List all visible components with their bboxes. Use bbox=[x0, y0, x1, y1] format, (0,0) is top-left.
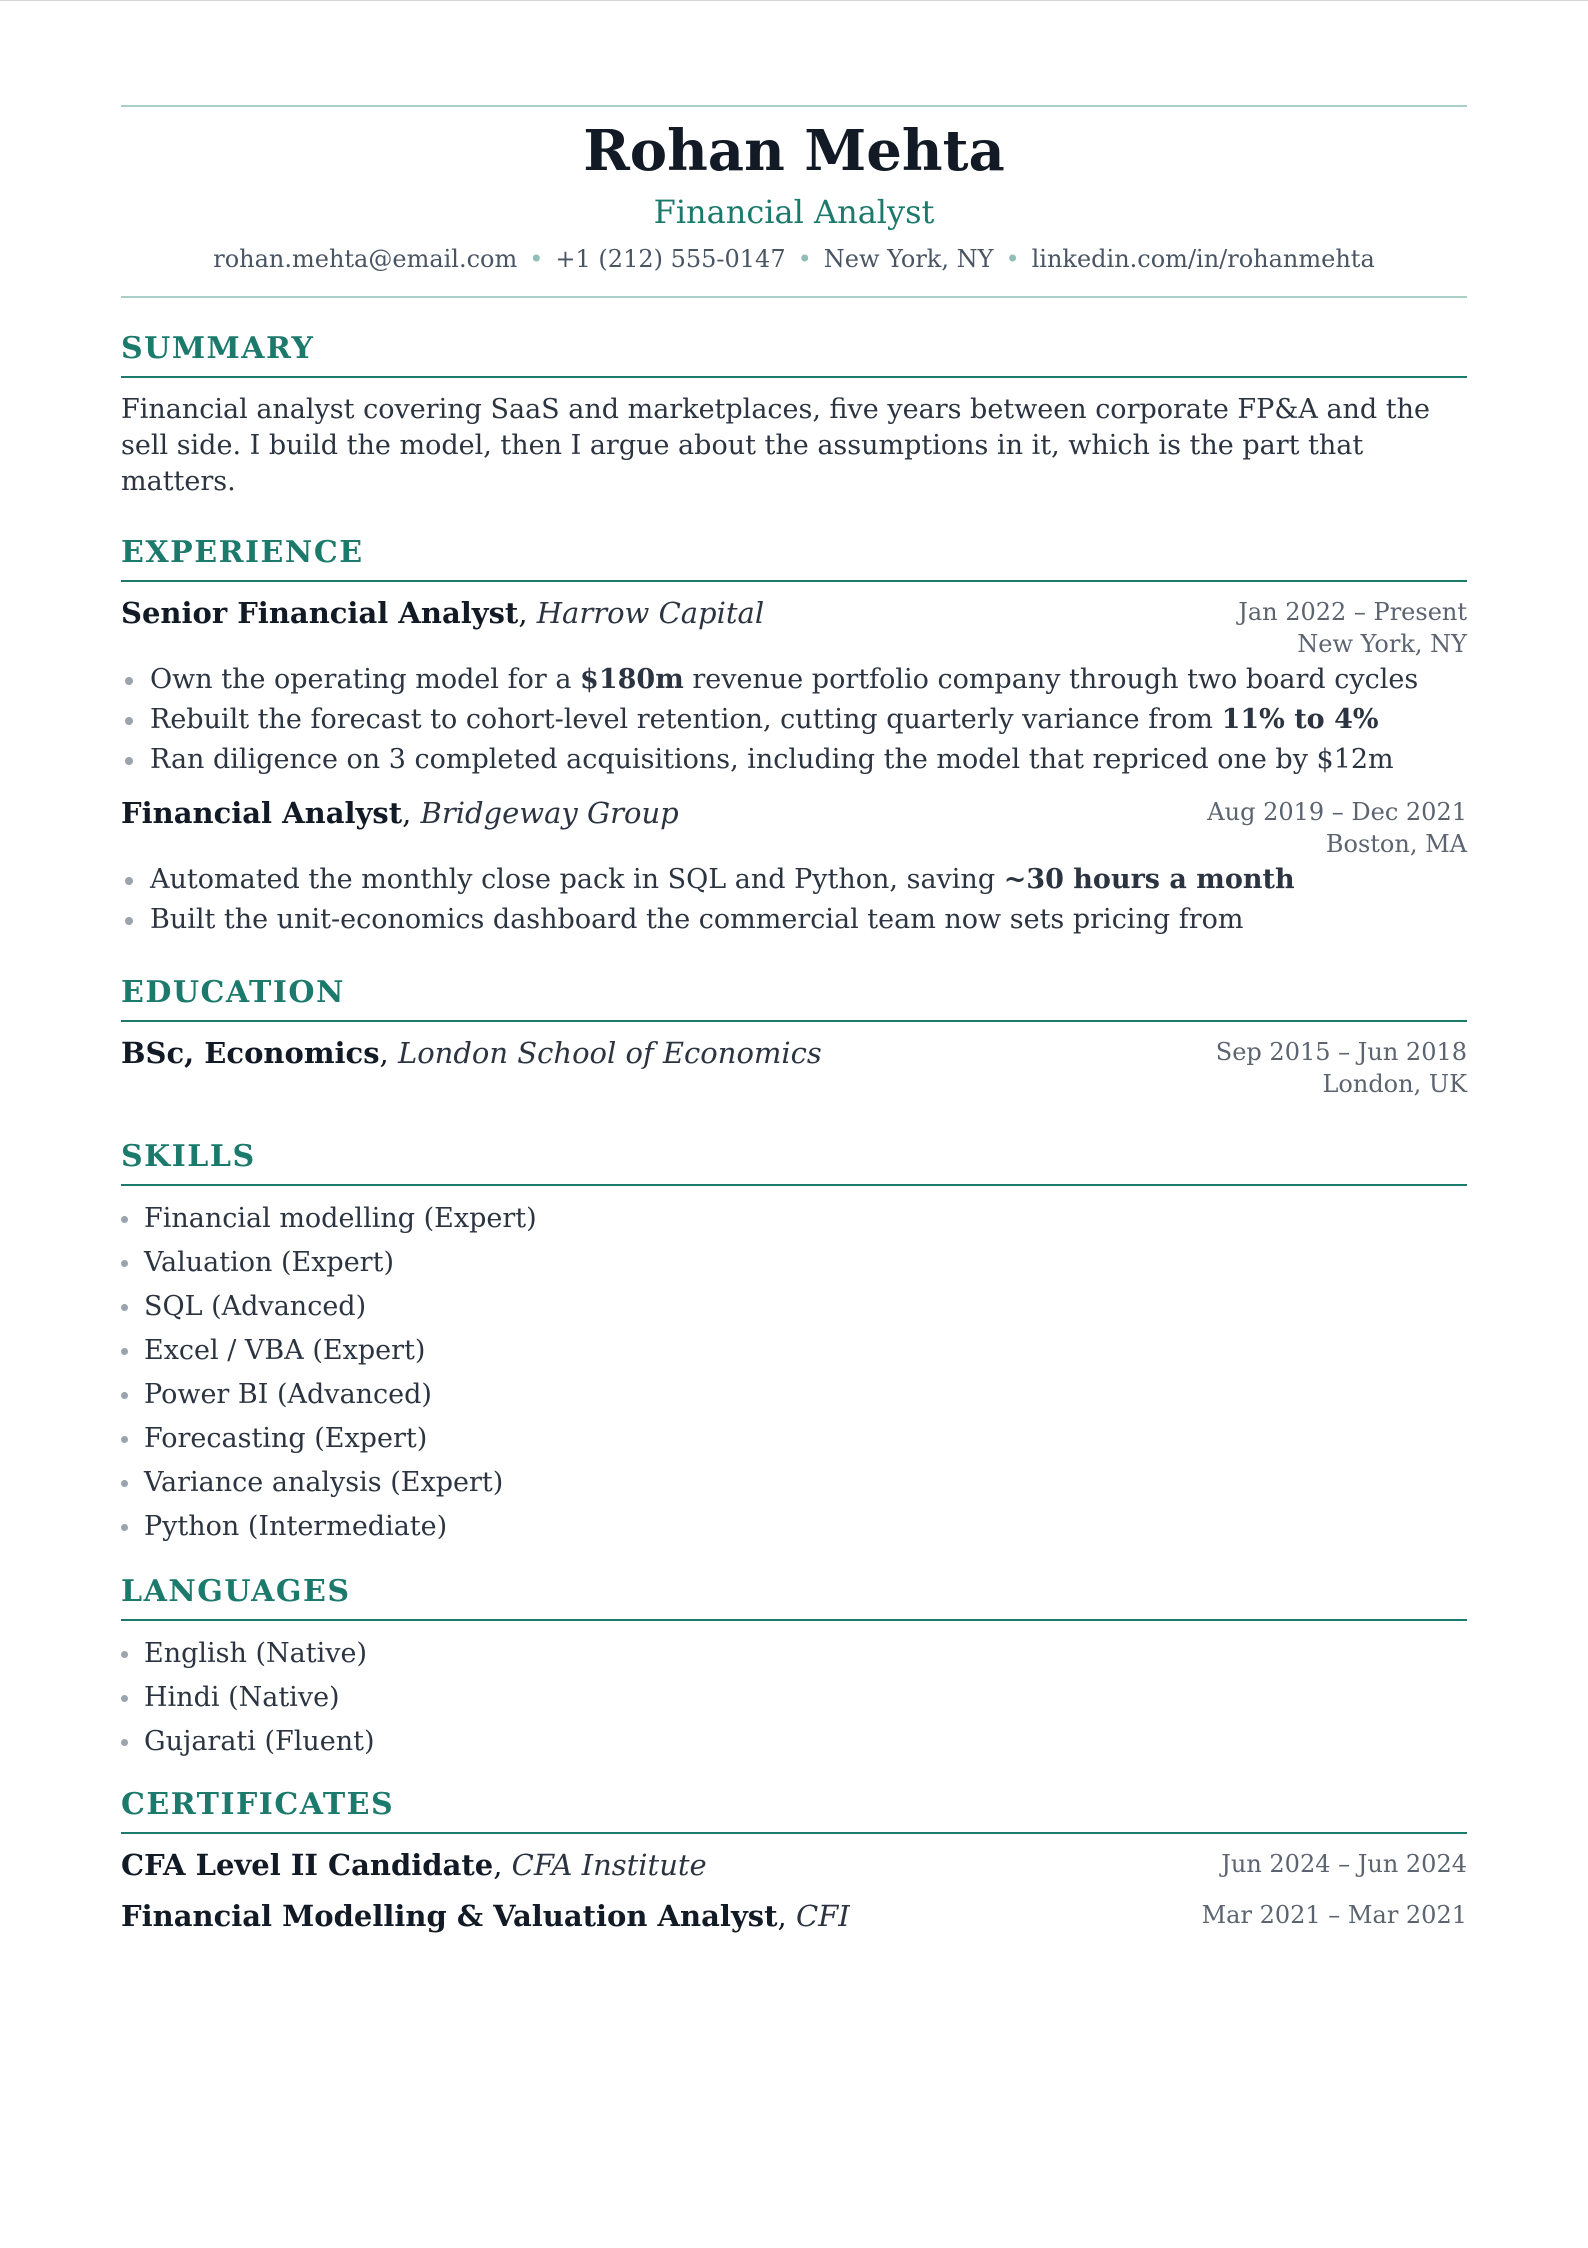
contact-location: New York, NY bbox=[823, 245, 994, 274]
certificate-name: Financial Modelling & Valuation Analyst bbox=[121, 1898, 778, 1933]
list-item: SQL (Advanced) bbox=[121, 1285, 1467, 1329]
certificate-dates: Jun 2024 – Jun 2024 bbox=[1221, 1850, 1467, 1879]
job-location: New York, NY bbox=[1297, 630, 1467, 659]
education-location: London, UK bbox=[1322, 1070, 1467, 1099]
section-heading-education: EDUCATION bbox=[121, 978, 1467, 1022]
header-bottom-rule bbox=[121, 296, 1467, 298]
entry-meta bbox=[1238, 596, 1467, 660]
candidate-title: Financial Analyst bbox=[653, 193, 935, 231]
list-item: Forecasting (Expert) bbox=[121, 1417, 1467, 1461]
section-heading-languages: LANGUAGES bbox=[121, 1577, 1467, 1621]
summary-text: Financial analyst covering SaaS and marketplaces, five years between corporate FP&A and the sell side. I build the model, then I argue about the assumptions in it, which is the part that matters. bbox=[121, 394, 1431, 498]
contact-linkedin[interactable]: linkedin.com/in/rohanmehta bbox=[1031, 245, 1375, 274]
contact-phone[interactable]: +1 (212) 555-0147 bbox=[555, 245, 786, 274]
list-item: Python (Intermediate) bbox=[121, 1505, 1467, 1549]
list-item: English (Native) bbox=[121, 1632, 1467, 1676]
job-location: Boston, MA bbox=[1325, 830, 1467, 859]
experience-entry bbox=[121, 796, 1467, 940]
entry-meta bbox=[1207, 796, 1467, 860]
education-section bbox=[121, 975, 1467, 1100]
experience-entry bbox=[121, 596, 1467, 780]
list-item: Excel / VBA (Expert) bbox=[121, 1329, 1467, 1373]
skills-list bbox=[121, 1197, 1467, 1549]
entry-title: Financial Analyst, Bridgeway Group bbox=[121, 796, 679, 831]
certificate-issuer: CFI bbox=[795, 1898, 850, 1933]
job-bullets bbox=[121, 860, 1467, 940]
contact-email[interactable]: rohan.mehta@email.com bbox=[213, 245, 518, 274]
list-item: Gujarati (Fluent) bbox=[121, 1720, 1467, 1764]
list-item: Own the operating model for a $180m revenue portfolio company through two board cycles bbox=[121, 660, 1467, 700]
job-dates: Aug 2019 – Dec 2021 bbox=[1207, 798, 1467, 827]
section-heading-certificates: CERTIFICATES bbox=[121, 1790, 1467, 1834]
list-item: Power BI (Advanced) bbox=[121, 1373, 1467, 1417]
job-bullets bbox=[121, 660, 1467, 780]
list-item: Financial modelling (Expert) bbox=[121, 1197, 1467, 1241]
contact-separator: • bbox=[1005, 245, 1020, 274]
degree: BSc, Economics bbox=[121, 1036, 380, 1071]
job-dates: Jan 2022 – Present bbox=[1238, 598, 1467, 627]
list-item: Automated the monthly close pack in SQL and Python, saving ~30 hours a month bbox=[121, 860, 1467, 900]
experience-section bbox=[121, 535, 1467, 940]
section-heading-skills: SKILLS bbox=[121, 1142, 1467, 1186]
contact-separator: • bbox=[797, 245, 812, 274]
certificate-issuer: CFA Institute bbox=[511, 1848, 707, 1883]
section-heading-summary: SUMMARY bbox=[121, 334, 1467, 378]
summary-section bbox=[121, 331, 1467, 500]
certificate-entry bbox=[121, 1899, 1467, 1934]
contact-separator: • bbox=[529, 245, 544, 274]
list-item: Variance analysis (Expert) bbox=[121, 1461, 1467, 1505]
entry-meta bbox=[1216, 1036, 1467, 1100]
list-item: Built the unit-economics dashboard the commercial team now sets pricing from bbox=[121, 900, 1467, 940]
education-entry bbox=[121, 1036, 1467, 1100]
list-item: Ran diligence on 3 completed acquisitions, including the model that repriced one by $12m bbox=[121, 740, 1467, 780]
languages-list bbox=[121, 1632, 1467, 1764]
certificate-name: CFA Level II Candidate bbox=[121, 1848, 494, 1883]
resume-header bbox=[121, 0, 1467, 298]
entry-title: Financial Modelling & Valuation Analyst, CFI bbox=[121, 1898, 850, 1933]
header-top-rule bbox=[121, 105, 1467, 107]
list-item: Hindi (Native) bbox=[121, 1676, 1467, 1720]
job-company: Bridgeway Group bbox=[420, 796, 679, 831]
list-item: Rebuilt the forecast to cohort-level retention, cutting quarterly variance from 11% to 4% bbox=[121, 700, 1467, 740]
entry-title: BSc, Economics, London School of Economics bbox=[121, 1036, 822, 1071]
certificates-section bbox=[121, 1787, 1467, 1934]
job-role: Financial Analyst bbox=[121, 796, 403, 831]
entry-title: CFA Level II Candidate, CFA Institute bbox=[121, 1848, 707, 1883]
list-item: Valuation (Expert) bbox=[121, 1241, 1467, 1285]
resume-page bbox=[121, 0, 1467, 1934]
job-company: Harrow Capital bbox=[536, 596, 765, 631]
contact-line bbox=[121, 245, 1467, 274]
entry-title: Senior Financial Analyst, Harrow Capital bbox=[121, 596, 765, 631]
certificate-entry bbox=[121, 1848, 1467, 1883]
job-role: Senior Financial Analyst bbox=[121, 596, 519, 631]
skills-section bbox=[121, 1139, 1467, 1549]
candidate-name: Rohan Mehta bbox=[583, 118, 1005, 184]
section-heading-experience: EXPERIENCE bbox=[121, 538, 1467, 582]
school: London School of Economics bbox=[397, 1036, 822, 1071]
languages-section bbox=[121, 1574, 1467, 1764]
education-dates: Sep 2015 – Jun 2018 bbox=[1215, 1038, 1467, 1067]
certificate-dates: Mar 2021 – Mar 2021 bbox=[1201, 1900, 1467, 1929]
